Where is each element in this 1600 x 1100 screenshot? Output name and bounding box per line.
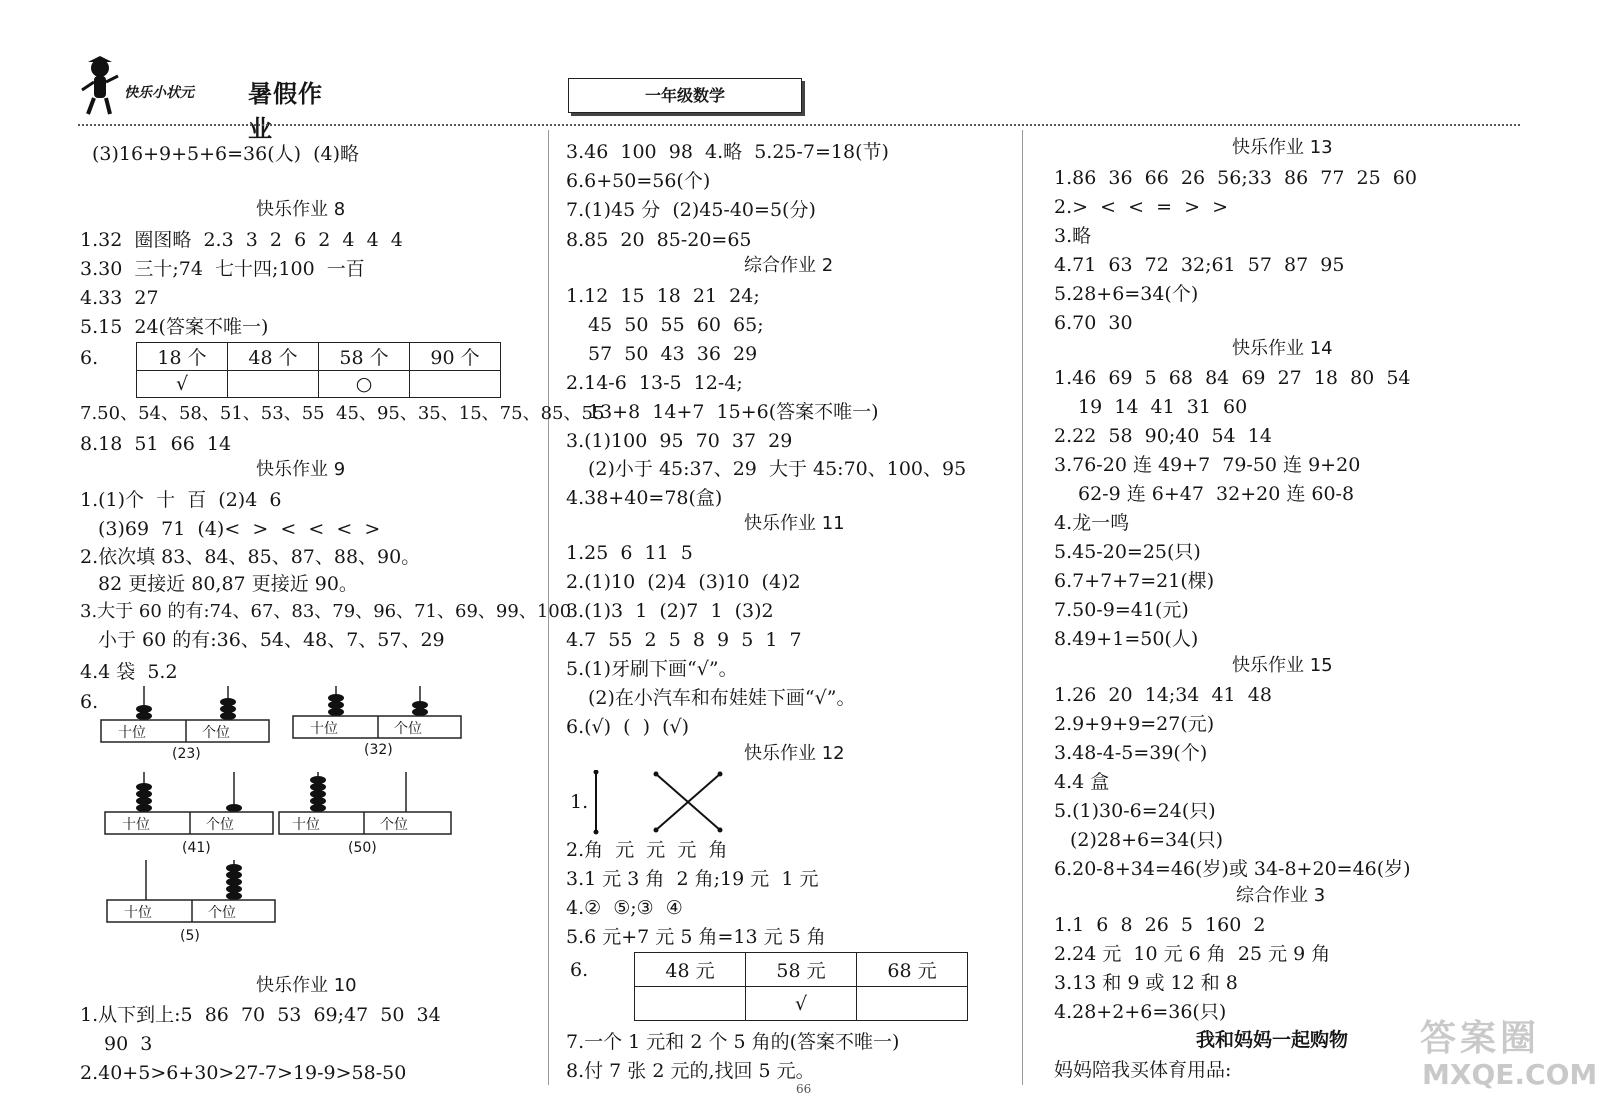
table-cell: 18 个 [137,343,228,371]
page-number: 66 [796,1082,812,1096]
tens-label: 十位 [118,725,146,741]
answer-line: 4.龙一鸣 [1054,512,1130,534]
watermark-url: MXQE.COM [1422,1058,1598,1091]
section-heading: 快乐作业 12 [744,743,845,764]
answer-line: 1.46 69 5 68 84 69 27 18 80 54 [1054,367,1411,389]
answer-line: 19 14 41 31 60 [1078,396,1248,418]
abacus-diagram [106,860,278,950]
table-cell: 58 个 [319,343,410,371]
abacus-diagram [104,772,276,862]
mascot-icon [78,54,120,116]
tens-label: 十位 [124,905,152,921]
answer-line: 5.45-20=25(只) [1054,541,1201,563]
answer-line: 8.18 51 66 14 [80,433,232,455]
table-cell [635,987,746,1021]
answer-line: 3.(1)100 95 70 37 29 [566,430,793,452]
section-heading: 综合作业 2 [744,255,834,276]
table-cell: √ [137,371,228,398]
answer-line: 3.46 100 98 4.略 5.25-7=18(节) [566,141,889,163]
abacus-value: (5) [180,928,200,944]
answer-line: (3)69 71 (4)< > < < < > [98,518,381,540]
answer-line: 3.1 元 3 角 2 角;19 元 1 元 [566,868,819,890]
answer-line: 1.1 6 8 26 5 160 2 [1054,914,1266,936]
answer-table [634,952,968,1021]
table-cell: 58 元 [746,953,857,987]
answer-line: 1. [570,791,589,813]
table-cell [228,371,319,398]
answer-line: 5.28+6=34(个) [1054,283,1199,305]
answer-line: 2.22 58 90;40 54 14 [1054,425,1272,447]
section-heading: 快乐作业 13 [1232,137,1333,158]
tens-label: 十位 [292,817,320,833]
answer-line: 7.一个 1 元和 2 个 5 角的(答案不唯一) [566,1031,900,1053]
answer-line: 7.50-9=41(元) [1054,599,1189,621]
answer-line: 4.7 55 2 5 8 9 5 1 7 [566,629,802,651]
answer-line: 13+8 14+7 15+6(答案不唯一) [588,401,879,423]
table-cell: 90 个 [410,343,501,371]
answer-line: 2.角 元 元 元 角 [566,839,728,861]
table-cell: 48 元 [635,953,746,987]
answer-line: 7.50、54、58、51、53、55 45、95、35、15、75、85、55 [80,403,605,424]
answer-table [136,342,501,398]
abacus-value: (23) [172,746,201,762]
answer-line: 5.(1)30-6=24(只) [1054,800,1216,822]
answer-line: 2.> < < = > > [1054,196,1229,218]
answer-line: 1.从下到上:5 86 70 53 69;47 50 34 [80,1004,441,1026]
ones-label: 个位 [202,725,230,741]
answer-line: 妈妈陪我买体育用品: [1054,1059,1232,1081]
answer-line: 6.(√) ( ) (√) [566,716,690,738]
table-cell [410,371,501,398]
answer-line: 8.85 20 85-20=65 [566,229,752,251]
watermark [1412,1010,1598,1100]
answer-line: 2.(1)10 (2)4 (3)10 (4)2 [566,571,801,593]
answer-line: 6. [80,691,99,713]
answer-line: 57 50 43 36 29 [588,343,758,365]
answer-line: 5.15 24(答案不唯一) [80,316,269,338]
section-heading: 我和妈妈一起购物 [1196,1029,1349,1051]
section-heading: 快乐作业 10 [256,975,357,996]
answer-line: 3.(1)3 1 (2)7 1 (3)2 [566,600,774,622]
abacus-value: (32) [364,742,393,758]
section-heading: 快乐作业 14 [1232,338,1333,359]
answer-line: 1.(1)个 十 百 (2)4 6 [80,489,282,511]
answer-line: 62-9 连 6+47 32+20 连 60-8 [1078,483,1355,505]
answer-line: 3.76-20 连 49+7 79-50 连 9+20 [1054,454,1361,476]
answer-line: 6.6+50=56(个) [566,170,711,192]
matching-lines-icon [590,770,730,836]
answer-line: 82 更接近 80,87 更接近 90。 [98,573,358,595]
section-heading: 快乐作业 11 [744,513,845,534]
answer-line: (2)在小汽车和布娃娃下画“√”。 [588,687,856,709]
answer-line: 3.大于 60 的有:74、67、83、79、96、71、69、99、100 [80,601,572,622]
abacus-diagram [278,772,454,862]
section-heading: 快乐作业 9 [256,459,346,480]
ones-label: 个位 [206,817,234,833]
brand-sub: 快乐小状元 [124,85,194,101]
section-heading: 综合作业 3 [1236,885,1326,906]
table-cell: ○ [319,371,410,398]
answer-line: 2.14-6 13-5 12-4; [566,372,743,394]
answer-line: 6.20-8+34=46(岁)或 34-8+20=46(岁) [1054,858,1411,880]
answer-line: 6.7+7+7=21(棵) [1054,570,1215,592]
abacus-value: (41) [182,840,211,856]
answer-line: 3.30 三十;74 七十四;100 一百 [80,258,365,280]
answer-line: 6. [570,959,589,981]
answer-line: 90 3 [104,1033,153,1055]
answer-line: 5.6 元+7 元 5 角=13 元 5 角 [566,926,826,948]
answer-line: 4.4 盒 [1054,771,1110,793]
answer-line: 6. [80,347,99,369]
answer-line: 7.(1)45 分 (2)45-40=5(分) [566,199,816,221]
header-divider [78,124,1520,126]
table-cell: √ [746,987,857,1021]
answer-line: 5.(1)牙刷下画“√”。 [566,658,738,680]
answer-line: 1.12 15 18 21 24; [566,285,760,307]
answer-line: 1.86 36 66 26 56;33 86 77 25 60 [1054,167,1417,189]
answer-line: 4.4 袋 5.2 [80,661,178,683]
abacus-value: (50) [348,840,377,856]
table-cell [857,987,968,1021]
answer-line: (2)28+6=34(只) [1070,829,1224,851]
answer-line: 3.13 和 9 或 12 和 8 [1054,972,1238,994]
answer-line: 2.24 元 10 元 6 角 25 元 9 角 [1054,943,1331,965]
section-heading: 快乐作业 8 [256,199,346,220]
answer-line: 4.28+2+6=36(只) [1054,1001,1227,1023]
tens-label: 十位 [122,817,150,833]
column-divider [1022,130,1023,1085]
ones-label: 个位 [208,905,236,921]
answer-line: 小于 60 的有:36、54、48、7、57、29 [98,629,445,651]
answer-line: 8.49+1=50(人) [1054,628,1199,650]
abacus-diagram [292,686,464,766]
answer-line: 1.32 圈图略 2.3 3 2 6 2 4 4 4 [80,229,403,251]
answer-line: 2.40+5>6+30>27-7>19-9>58-50 [80,1062,407,1084]
answer-line: 4.② ⑤;③ ④ [566,897,683,919]
answer-line: (2)小于 45:37、29 大于 45:70、100、95 [588,458,967,480]
answer-line: 45 50 55 60 65; [588,314,764,336]
answer-line: 4.33 27 [80,287,159,309]
answer-line: 3.略 [1054,225,1092,247]
answer-line: 1.25 6 11 5 [566,542,693,564]
answer-line: 1.26 20 14;34 41 48 [1054,684,1272,706]
table-cell: 68 元 [857,953,968,987]
ones-label: 个位 [394,721,422,737]
brand-title: 暑假作业 [248,80,323,143]
ones-label: 个位 [380,817,408,833]
answer-line: 4.38+40=78(盒) [566,487,723,509]
brand-logo [72,52,342,143]
answer-line: 4.71 63 72 32;61 57 87 95 [1054,254,1345,276]
grade-subject-box: 一年级数学 [568,78,802,113]
tens-label: 十位 [310,721,338,737]
answer-line: 6.70 30 [1054,312,1133,334]
abacus-diagram [100,686,272,766]
answer-line: 8.付 7 张 2 元的,找回 5 元。 [566,1060,815,1082]
watermark-text: 答案圈 [1420,1018,1541,1059]
table-cell: 48 个 [228,343,319,371]
answer-line: (3)16+9+5+6=36(人) (4)略 [92,143,360,165]
section-heading: 快乐作业 15 [1232,655,1333,676]
answer-line: 2.9+9+9=27(元) [1054,713,1215,735]
answer-line: 2.依次填 83、84、85、87、88、90。 [80,546,421,568]
answer-line: 3.48-4-5=39(个) [1054,742,1208,764]
